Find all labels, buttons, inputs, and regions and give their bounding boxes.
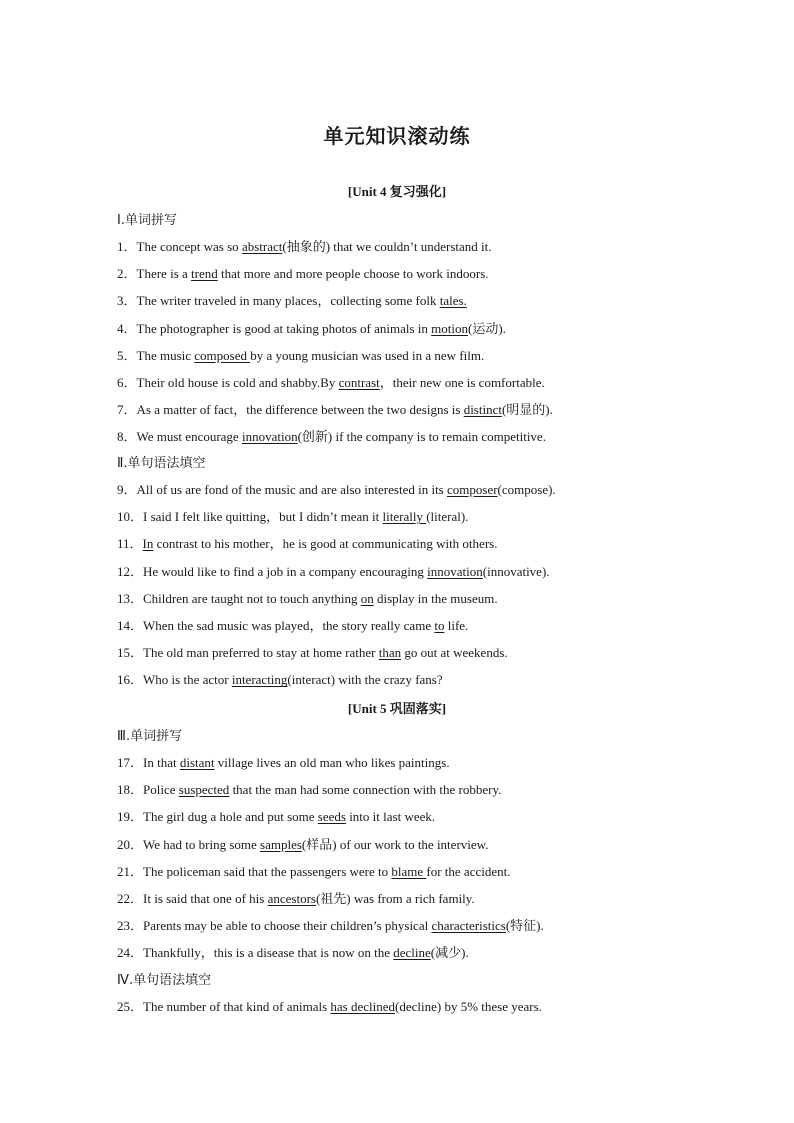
item-text-before: Thankfully，this is a disease that is now on the: [143, 945, 394, 961]
item-answer: innovation: [241, 429, 298, 445]
exercise-item: [117, 861, 510, 880]
item-text-after: (明显的).: [501, 402, 553, 418]
item-text-after: village lives an old man who likes paintings.: [214, 755, 450, 770]
item-text-after: (compose).: [497, 482, 556, 497]
item-answer: on: [360, 590, 374, 606]
item-text-after: into it last week.: [345, 809, 436, 825]
item-text-after: (interact) with the crazy fans?: [287, 672, 443, 688]
item-answer: decline: [393, 945, 431, 961]
exercise-item: [117, 779, 501, 798]
item-answer: innovation: [427, 563, 483, 579]
exercise-item: [117, 290, 467, 309]
item-number: 1．: [117, 239, 137, 254]
item-number: 21．: [117, 863, 144, 879]
item-answer: samples: [260, 836, 302, 852]
exercise-item: [117, 669, 443, 688]
item-answer: tales.: [439, 293, 467, 309]
item-number: 12．: [117, 563, 144, 579]
exercise-item: [117, 888, 475, 907]
item-number: 15．: [117, 645, 144, 661]
item-number: 3．: [117, 293, 137, 309]
item-text-before: The concept was so: [136, 239, 242, 254]
item-answer: contrast: [338, 375, 380, 390]
item-answer: has declined: [330, 999, 396, 1014]
exercise-item: [117, 752, 450, 771]
item-text-after: for the accident.: [426, 863, 511, 879]
exercise-item: [117, 479, 556, 498]
item-text-before: When the sad music was played，the story really came: [143, 618, 435, 633]
item-number: 25．: [117, 999, 144, 1014]
page-title: 单元知识滚动练: [323, 124, 471, 148]
item-answer: ancestors: [267, 891, 316, 906]
item-answer: than: [378, 645, 402, 661]
item-number: 22．: [117, 891, 144, 906]
exercise-item: [117, 236, 492, 255]
item-number: 13．: [117, 590, 144, 606]
item-answer: composer: [447, 482, 498, 497]
item-text-before: It is said that one of his: [143, 891, 268, 906]
item-number: 5．: [117, 347, 137, 363]
item-number: 10．: [117, 509, 144, 525]
section-heading: Ⅲ.单词拼写: [117, 729, 183, 744]
item-text-before: I said I felt like quitting，but I didn’t mean it: [143, 509, 383, 525]
item-number: 18．: [117, 782, 144, 798]
section-heading: Ⅳ.单句语法填空: [117, 973, 212, 988]
exercise-item: [117, 561, 550, 580]
item-number: 16．: [117, 672, 144, 688]
exercise-item: [117, 426, 546, 445]
item-answer: seeds: [317, 809, 346, 825]
item-text-after: (literal).: [426, 509, 469, 525]
exercise-item: [117, 642, 508, 661]
item-number: 9．: [117, 482, 137, 497]
exercise-item: [117, 318, 506, 337]
item-text-before: The number of that kind of animals: [143, 999, 331, 1014]
item-text-before: The music: [136, 347, 195, 363]
item-number: 4．: [117, 320, 137, 336]
unit-header: [Unit 5 巩固落实]: [347, 701, 447, 716]
item-text-after: display in the museum.: [373, 590, 498, 606]
exercise-item: [117, 372, 545, 391]
item-answer: motion: [431, 320, 468, 336]
item-text-before: We had to bring some: [143, 836, 261, 852]
item-answer: suspected: [178, 782, 230, 798]
item-text-after: (抽象的) that we couldn’t understand it.: [282, 239, 492, 254]
item-text-after: (创新) if the company is to remain competitive.: [297, 429, 546, 445]
item-answer: literally: [382, 509, 427, 525]
item-text-before: Children are taught not to touch anything: [143, 590, 361, 606]
item-number: 2．: [117, 266, 137, 282]
item-answer: In: [142, 536, 154, 552]
item-text-before: Their old house is cold and shabby.By: [136, 375, 339, 390]
item-text-before: He would like to find a job in a company encouraging: [143, 563, 428, 579]
item-answer: blame: [391, 863, 427, 879]
item-number: 14．: [117, 618, 144, 633]
item-number: 20．: [117, 836, 144, 852]
item-text-after: ，their new one is comfortable.: [379, 375, 545, 390]
item-answer: abstract: [241, 239, 283, 254]
unit-header: [Unit 4 复习强化]: [347, 184, 447, 199]
exercise-item: [117, 615, 468, 634]
item-answer: trend: [191, 266, 218, 282]
item-text-after: (decline) by 5% these years.: [395, 999, 542, 1014]
item-text-after: life.: [444, 618, 469, 633]
item-text-before: As a matter of fact，the difference between the two designs is: [136, 402, 464, 418]
item-text-before: The photographer is good at taking photos of animals in: [136, 320, 432, 336]
item-text-before: The policeman said that the passengers were to: [143, 863, 392, 879]
exercise-item: [117, 834, 488, 853]
item-text-after: by a young musician was used in a new film.: [250, 347, 485, 363]
item-answer: interacting: [231, 672, 288, 688]
exercise-item: [117, 942, 469, 961]
item-text-after: that the man had some connection with the robbery.: [229, 782, 502, 798]
item-text-before: We must encourage: [136, 429, 242, 445]
item-text-before: All of us are fond of the music and are also interested in its: [136, 482, 447, 497]
exercise-item: [117, 533, 497, 552]
exercise-item: [117, 915, 544, 934]
item-number: 11．: [117, 536, 143, 552]
item-number: 23．: [117, 918, 144, 934]
item-text-after: that more and more people choose to work indoors.: [217, 266, 489, 282]
item-number: 7．: [117, 402, 137, 418]
item-text-before: In that: [143, 755, 180, 770]
exercise-item: [117, 806, 435, 825]
exercise-item: [117, 345, 484, 364]
item-text-before: Who is the actor: [143, 672, 232, 688]
item-answer: characteristics: [431, 918, 506, 934]
item-text-before: The writer traveled in many places，collecting some folk: [136, 293, 440, 309]
item-text-before: The old man preferred to stay at home rather: [143, 645, 379, 661]
item-text-after: (祖先) was from a rich family.: [315, 891, 475, 906]
exercise-item: [117, 996, 542, 1015]
item-text-before: Parents may be able to choose their children’s physical: [143, 918, 432, 934]
item-answer: distant: [179, 755, 215, 770]
item-answer: distinct: [463, 402, 502, 418]
exercise-item: [117, 588, 498, 607]
item-number: 6．: [117, 375, 137, 390]
item-number: 24．: [117, 945, 144, 961]
item-text-before: There is a: [136, 266, 192, 282]
item-number: 17．: [117, 755, 144, 770]
item-text-after: (特征).: [505, 918, 544, 934]
item-text-after: go out at weekends.: [401, 645, 508, 661]
item-answer: to: [434, 618, 445, 633]
item-text-before: The girl dug a hole and put some: [143, 809, 318, 825]
section-heading: Ⅰ.单词拼写: [117, 213, 177, 228]
exercise-item: [117, 263, 489, 282]
item-text-after: (样品) of our work to the interview.: [301, 836, 489, 852]
exercise-item: [117, 399, 553, 418]
item-text-after: (减少).: [430, 945, 469, 961]
item-answer: composed: [194, 347, 251, 363]
item-number: 8．: [117, 429, 137, 445]
item-text-after: (innovative).: [482, 563, 550, 579]
item-text-after: contrast to his mother，he is good at communicating with others.: [153, 536, 498, 552]
exercise-item: [117, 506, 468, 525]
item-number: 19．: [117, 809, 144, 825]
item-text-before: Police: [143, 782, 179, 798]
item-text-after: (运动).: [467, 320, 506, 336]
section-heading: Ⅱ.单句语法填空: [117, 456, 206, 471]
